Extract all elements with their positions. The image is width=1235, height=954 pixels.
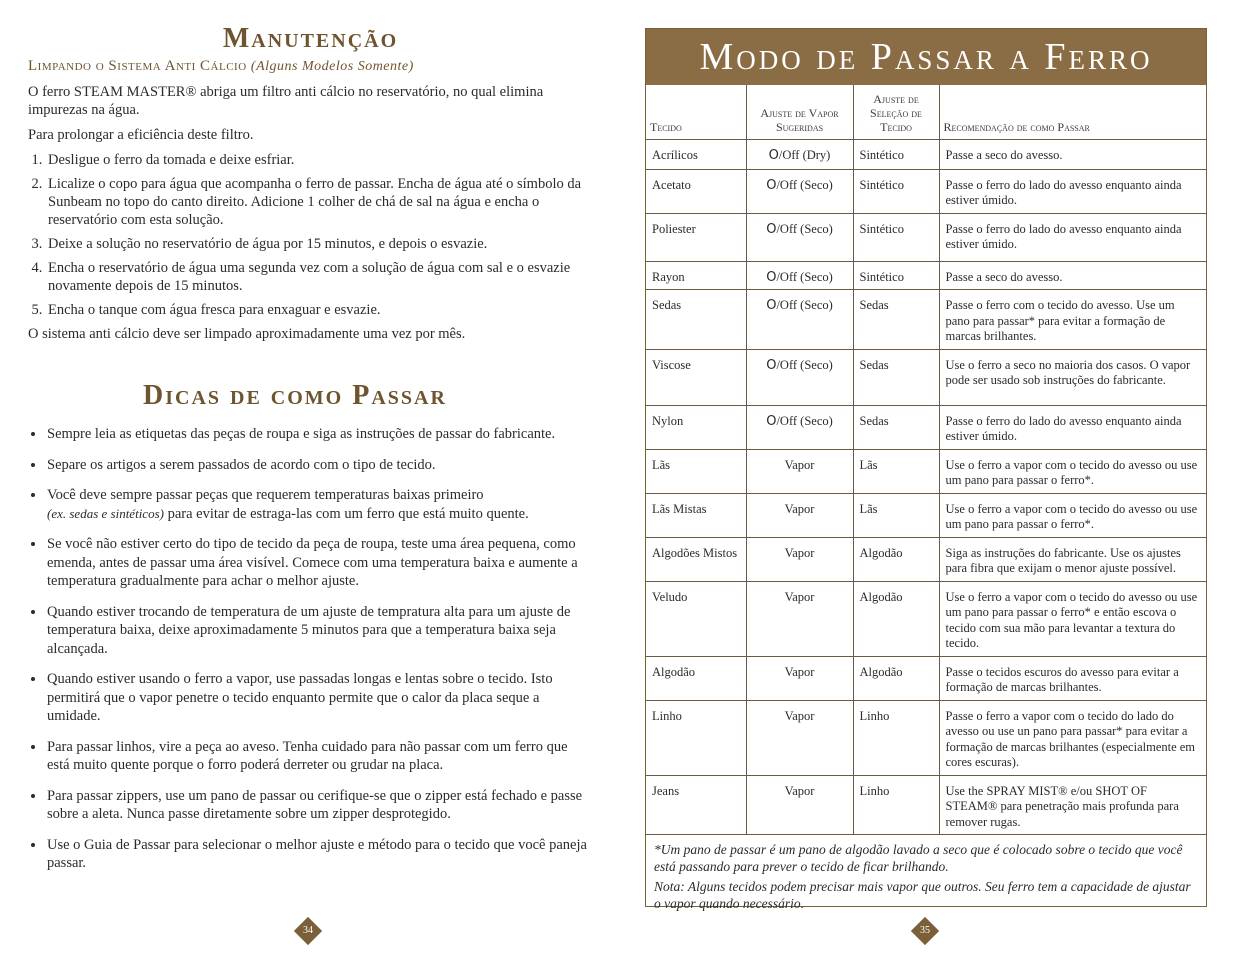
- header-fabric: Tecido: [646, 85, 746, 139]
- off-symbol: O: [766, 221, 777, 237]
- intro-text: O ferro STEAM MASTER® abriga um filtro anti cálcio no reservatório, no qual elimina impurezas na água.: [28, 84, 544, 118]
- setting-cell: Algodão: [853, 656, 939, 700]
- fabric-cell: Sedas: [646, 290, 746, 350]
- setting-cell: Sintético: [853, 261, 939, 290]
- setting-cell: Lãs: [853, 493, 939, 537]
- recommendation-cell: Passe o tecidos escuros do avesso para evitar a formação de marcas brilhantes.: [939, 656, 1206, 700]
- steam-cell: [746, 213, 853, 261]
- steam-cell: [746, 261, 853, 290]
- page-number-left: [294, 917, 322, 945]
- recommendation-cell: Passe o ferro do lado do avesso enquanto ainda estiver úmido.: [939, 213, 1206, 261]
- recommendation-cell: Passe o ferro a vapor com o tecido do lado do avesso ou use un pano para passar* para evitar a formação de marcas brilhantes (especialmente em cores escuras).: [939, 700, 1206, 775]
- setting-cell: Linho: [853, 775, 939, 834]
- fabric-cell: Linho: [646, 700, 746, 775]
- setting-cell: Linho: [853, 700, 939, 775]
- off-symbol: O: [766, 357, 777, 373]
- tip-item: • Para passar linhos, vire a peça ao aveso. Tenha cuidado para não passar com um ferro que está muito quente porque o forro poderá derreter ou grudar na placa.: [46, 738, 593, 775]
- table-row: [646, 449, 1206, 493]
- step-item: 4. Encha o reservatório de água uma segunda vez com a solução de água com sal e o esvazie novamente depois de 15 minutos.: [46, 259, 593, 295]
- steam-cell: [746, 290, 853, 350]
- tip-item: • Separe os artigos a serem passados de acordo com o tipo de tecido.: [46, 456, 593, 475]
- tip-item: [46, 486, 593, 523]
- tip-item: • Para passar zippers, use um pano de passar ou cerifique-se que o zipper está fechado e passe sobre a aleta. Nunca passe diretamente sobre um zipper desprotegido.: [46, 787, 593, 824]
- fabric-cell: Acrílicos: [646, 139, 746, 169]
- setting-cell: Algodão: [853, 537, 939, 581]
- steam-cell: [746, 775, 853, 834]
- steam-text: Vapor: [784, 589, 815, 604]
- header-steam: Ajuste de Vapor Sugeridas: [746, 85, 853, 139]
- fabric-cell: Poliester: [646, 213, 746, 261]
- recommendation-cell: Use the SPRAY MIST® e/ou SHOT OF STEAM® para penetração mais profunda para remover rugas.: [939, 775, 1206, 834]
- setting-cell: Sedas: [853, 290, 939, 350]
- table-row: [646, 349, 1206, 405]
- tip-item: • Sempre leia as etiquetas das peças de roupa e siga as instruções de passar do fabricante.: [46, 425, 593, 444]
- subtitle-note: (Alguns Modelos Somente): [250, 59, 414, 74]
- subtitle-text: Limpando o Sistema Anti Cálcio: [28, 58, 247, 74]
- tip-item: • Quando estiver trocando de temperatura de um ajuste de tempratura alta para um ajuste de temperatura baixa, deixe aproximadamente 5 minutos para que a temperatura baixa seja alcançada.: [46, 603, 593, 659]
- fabric-cell: Nylon: [646, 405, 746, 449]
- setting-cell: Lãs: [853, 449, 939, 493]
- right-page: [645, 28, 1207, 911]
- fabric-cell: Acetato: [646, 169, 746, 213]
- fabric-cell: Lãs: [646, 449, 746, 493]
- table-row: [646, 290, 1206, 350]
- steam-text: Vapor: [784, 783, 815, 798]
- table-row: [646, 139, 1206, 169]
- recommendation-cell: Use o ferro a seco no maioria dos casos. O vapor pode ser usado sob instruções do fabricante.: [939, 349, 1206, 405]
- steam-cell: [746, 581, 853, 656]
- off-symbol: O: [768, 147, 779, 163]
- tips-list: [28, 425, 593, 873]
- step-item: 3. Deixe a solução no reservatório de água por 15 minutos, e depois o esvazie.: [46, 235, 593, 253]
- recommendation-cell: Passe o ferro do lado do avesso enquanto ainda estiver úmido.: [939, 169, 1206, 213]
- recommendation-cell: Use o ferro a vapor com o tecido do avesso ou use um pano para passar o ferro*.: [939, 449, 1206, 493]
- footnote-1: *Um pano de passar é um pano de algodão lavado a seco que é colocado sobre o tecido que você está passando para prever o tecido de ficar brilhando.: [654, 842, 1183, 874]
- tip-item: • Quando estiver usando o ferro a vapor, use passadas longas e lentas sobre o tecido. Isto permitirá que o vapor penetre o tecido enquanto permite que o calor da placa seque a umidade.: [46, 670, 593, 726]
- fabric-cell: Lãs Mistas: [646, 493, 746, 537]
- fabric-cell: Veludo: [646, 581, 746, 656]
- steam-text: Vapor: [784, 664, 815, 679]
- recommendation-cell: Passe a seco do avesso.: [939, 139, 1206, 169]
- steam-cell: [746, 700, 853, 775]
- steam-cell: [746, 405, 853, 449]
- table-row: [646, 405, 1206, 449]
- maintenance-title: Manutenção: [222, 23, 399, 54]
- page-number-text: 35: [920, 925, 930, 936]
- recommendation-cell: Use o ferro a vapor com o tecido do avesso ou use um pano para passar o ferro* e então escova o tecido com sua mão para levantar a textura do tecido.: [939, 581, 1206, 656]
- left-page: [28, 22, 593, 885]
- off-symbol: O: [766, 269, 777, 285]
- fabric-cell: Algodões Mistos: [646, 537, 746, 581]
- step-item: 1. Desligue o ferro da tomada e deixe esfriar.: [46, 151, 593, 169]
- steam-text: /Off (Seco): [776, 221, 833, 236]
- fabric-cell: Viscose: [646, 349, 746, 405]
- footnote-2: Nota: Alguns tecidos podem precisar mais vapor que outros. Seu ferro tem a capacidade de ajustar o vapor quando necessário.: [654, 879, 1191, 911]
- closing-text: O sistema anti cálcio deve ser limpado aproximadamente uma vez por mês.: [28, 326, 466, 342]
- steam-cell: [746, 139, 853, 169]
- tips-title: Dicas de como Passar: [143, 380, 447, 411]
- ironing-guide-title: Modo de Passar a Ferro: [646, 29, 1206, 85]
- setting-cell: Sintético: [853, 169, 939, 213]
- cleaning-subtitle: [28, 58, 593, 75]
- steam-cell: [746, 169, 853, 213]
- setting-cell: Algodão: [853, 581, 939, 656]
- steam-text: Vapor: [784, 708, 815, 723]
- table-row: [646, 169, 1206, 213]
- tip-italic: (ex. sedas e sintéticos): [47, 505, 164, 521]
- table-row: [646, 537, 1206, 581]
- setting-cell: Sintético: [853, 139, 939, 169]
- table-row: [646, 261, 1206, 290]
- off-symbol: O: [766, 413, 777, 429]
- steam-cell: [746, 537, 853, 581]
- recommendation-cell: Passe a seco do avesso.: [939, 261, 1206, 290]
- setting-cell: Sedas: [853, 349, 939, 405]
- tip-text-rest: para evitar de estraga-las com um ferro que está muito quente.: [163, 505, 529, 522]
- steam-cell: [746, 449, 853, 493]
- step-item: 2. Licalize o copo para água que acompanha o ferro de passar. Encha de água até o símbolo da Sunbeam no topo do canto direito. Adicione 1 colher de chá de sal na água e encha o reservatório com esta solução.: [46, 175, 593, 229]
- steam-text: /Off (Seco): [776, 177, 833, 192]
- steam-text: Vapor: [784, 501, 815, 516]
- steam-text: Vapor: [784, 545, 815, 560]
- steam-text: /Off (Seco): [776, 413, 833, 428]
- recommendation-cell: Passe o ferro com o tecido do avesso. Use um pano para passar* para evitar a formação de marcas brilhantes.: [939, 290, 1206, 350]
- header-setting: Ajuste de Seleção de Tecido: [853, 85, 939, 139]
- tip-text: Você deve sempre passar peças que requerem temperaturas baixas primeiro: [47, 487, 484, 503]
- tip-item: • Se você não estiver certo do tipo de tecido da peça de roupa, teste uma área pequena, como emenda, antes de passar uma área visível. Comece com uma temperatura baixa e aumente a temperatura gradualmente para achar o melhor ajuste.: [46, 535, 593, 591]
- ironing-table: [646, 85, 1206, 834]
- recommendation-cell: Use o ferro a vapor com o tecido do avesso ou use um pano para passar o ferro*.: [939, 493, 1206, 537]
- table-row: [646, 581, 1206, 656]
- off-symbol: O: [766, 298, 777, 313]
- off-symbol: O: [766, 177, 777, 193]
- steam-cell: [746, 493, 853, 537]
- fabric-cell: Rayon: [646, 261, 746, 290]
- intro-text-2: Para prolongar a eficiência deste filtro.: [28, 127, 254, 143]
- page-number-right: [911, 917, 939, 945]
- recommendation-cell: Siga as instruções do fabricante. Use os ajustes para fibra que exijam o menor ajuste possível.: [939, 537, 1206, 581]
- tip-item: • Use o Guia de Passar para selecionar o melhor ajuste e método para o tecido que você paneja passar.: [46, 836, 593, 873]
- steam-text: /Off (Seco): [776, 357, 833, 372]
- recommendation-cell: Passe o ferro do lado do avesso enquanto ainda estiver úmido.: [939, 405, 1206, 449]
- steam-cell: [746, 349, 853, 405]
- steam-text: Vapor: [784, 457, 815, 472]
- step-item: 5. Encha o tanque com água fresca para enxaguar e esvazie.: [46, 301, 593, 319]
- fabric-cell: Algodão: [646, 656, 746, 700]
- header-recommendation: Recomendação de como Passar: [939, 85, 1206, 139]
- fabric-cell: Jeans: [646, 775, 746, 834]
- table-row: [646, 656, 1206, 700]
- steam-text: /Off (Seco): [776, 298, 833, 312]
- steam-cell: [746, 656, 853, 700]
- steam-text: /Off (Dry): [778, 147, 831, 162]
- table-row: [646, 700, 1206, 775]
- setting-cell: Sintético: [853, 213, 939, 261]
- footnotes: [646, 834, 1206, 921]
- steam-text: /Off (Seco): [776, 269, 833, 284]
- page-number-text: 34: [303, 925, 313, 936]
- setting-cell: Sedas: [853, 405, 939, 449]
- table-row: [646, 493, 1206, 537]
- cleaning-steps: [28, 151, 593, 319]
- table-row: [646, 213, 1206, 261]
- table-row: [646, 775, 1206, 834]
